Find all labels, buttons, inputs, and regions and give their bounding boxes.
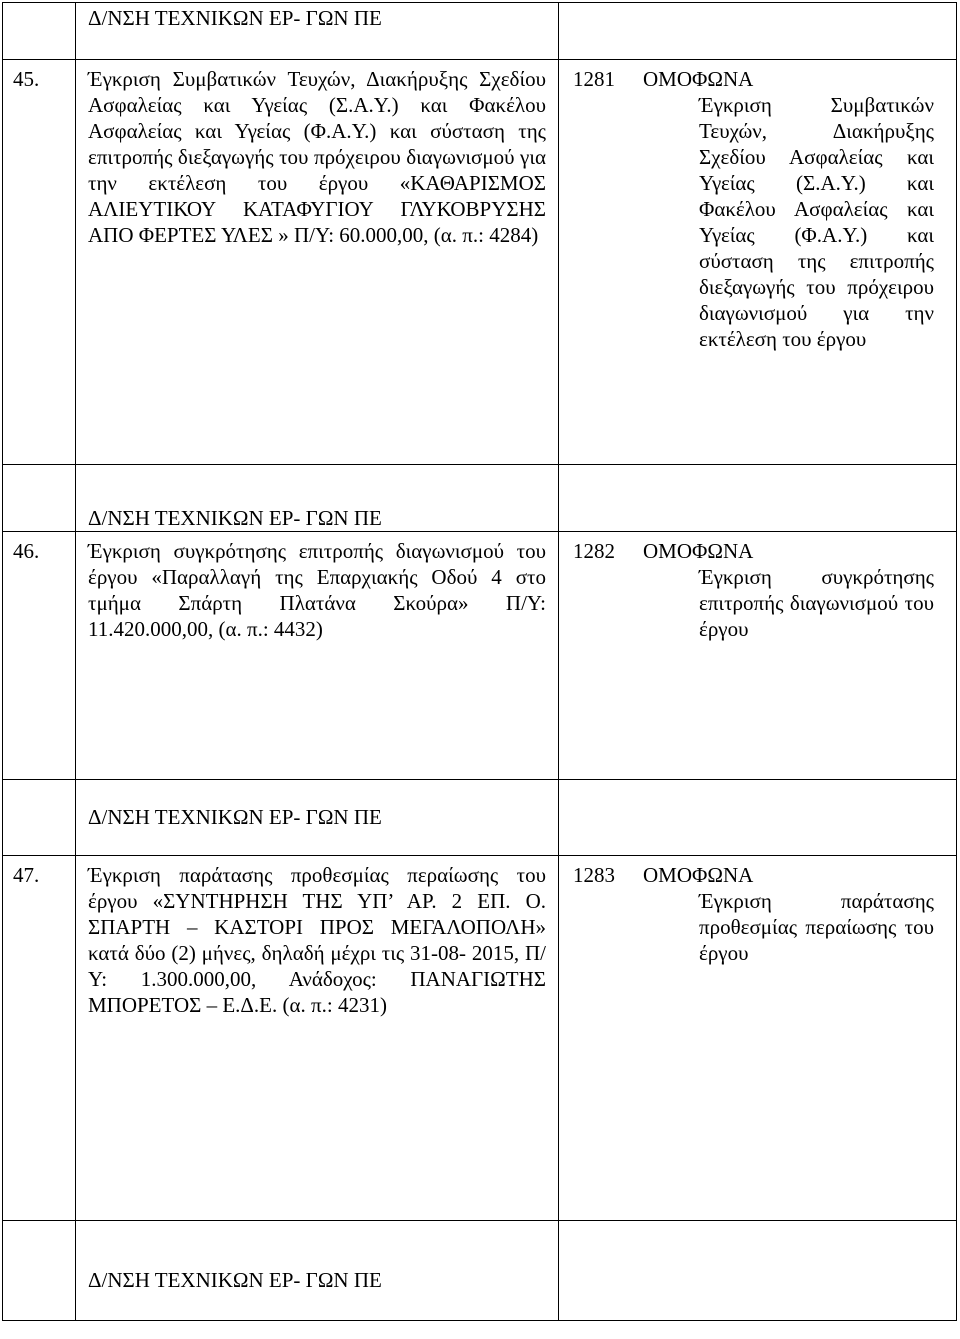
agenda-table	[2, 2, 957, 1321]
empty-cell	[3, 465, 76, 532]
decision-text: Έγκριση Συμβατικών Τευχών, Διακήρυξης Σχεδίου Ασφαλείας και Υγείας (Σ.Α.Υ.) και Φακέλου Ασφαλείας και Υγείας (Φ.Α.Υ.) και σύσταση της επιτροπής διεξαγωγής του πρόχειρου διαγωνισμού για την εκτέλεση του έργου	[699, 93, 934, 351]
empty-cell	[3, 3, 76, 60]
empty-cell	[3, 780, 76, 856]
directorate-label: Δ/ΝΣΗ ΤΕΧΝΙΚΩΝ ΕΡ- ΓΩΝ ΠΕ	[76, 3, 559, 60]
item-text: Έγκριση Συμβατικών Τευχών, Διακήρυξης Σχεδίου Ασφαλείας και Υγείας (Σ.Α.Υ.) και Φακέλου Ασφαλείας και Υγείας (Φ.Α.Υ.) και σύσταση της επιτροπής διεξαγωγής του πρόχειρου διαγωνισμού για την εκτέλεση του έργου «ΚΑΘΑΡΙΣΜΟΣ ΑΛΙΕΥΤΙΚΟΥ ΚΑΤΑΦΥΓΙΟΥ ΓΛΥΚΟΒΡΥΣΗΣ ΑΠΟ ΦΕΡΤΕΣ ΥΛΕΣ » Π/Υ: 60.000,00, (α. π.: 4284)	[76, 60, 559, 465]
agenda-item-row	[3, 532, 957, 780]
empty-cell	[559, 465, 957, 532]
empty-cell	[559, 1221, 957, 1321]
agenda-item-row	[3, 60, 957, 465]
vote-result: ΟΜΟΦΩΝΑ	[643, 67, 754, 91]
directorate-row	[3, 1221, 957, 1321]
item-text: Έγκριση παράτασης προθεσμίας περαίωσης του έργου «ΣΥΝΤΗΡΗΣΗ ΤΗΣ ΥΠ’ ΑΡ. 2 ΕΠ. Ο. ΣΠΑΡΤΗ – ΚΑΣΤΟΡΙ ΠΡΟΣ ΜΕΓΑΛΟΠΟΛΗ» κατά δύο (2) μήνες, δηλαδή μέχρι τις 31-08- 2015, Π/Υ: 1.300.000,00, Ανάδοχος: ΠΑΝΑΓΙΩΤΗΣ ΜΠΟΡΕΤΟΣ – Ε.Δ.Ε. (α. π.: 4231)	[76, 856, 559, 1221]
decision-number: 1282	[573, 539, 615, 563]
empty-cell	[559, 3, 957, 60]
empty-cell	[3, 1221, 76, 1321]
item-number: 46.	[3, 532, 76, 780]
vote-result: ΟΜΟΦΩΝΑ	[643, 539, 754, 563]
directorate-row	[3, 3, 957, 60]
decision-text: Έγκριση συγκρότησης επιτροπής διαγωνισμού του έργου	[699, 565, 934, 641]
decision-number: 1283	[573, 863, 615, 887]
decision-text: Έγκριση παράτασης προθεσμίας περαίωσης του έργου	[699, 889, 934, 965]
directorate-row	[3, 465, 957, 532]
item-number: 45.	[3, 60, 76, 465]
directorate-row	[3, 780, 957, 856]
empty-cell	[559, 780, 957, 856]
item-number: 47.	[3, 856, 76, 1221]
agenda-item-row	[3, 856, 957, 1221]
decision-cell	[559, 60, 957, 465]
directorate-label: Δ/ΝΣΗ ΤΕΧΝΙΚΩΝ ΕΡ- ΓΩΝ ΠΕ	[76, 465, 559, 532]
directorate-label: Δ/ΝΣΗ ΤΕΧΝΙΚΩΝ ΕΡ- ΓΩΝ ΠΕ	[76, 780, 559, 856]
directorate-label: Δ/ΝΣΗ ΤΕΧΝΙΚΩΝ ΕΡ- ΓΩΝ ΠΕ	[76, 1221, 559, 1321]
vote-result: ΟΜΟΦΩΝΑ	[643, 863, 754, 887]
decision-cell	[559, 856, 957, 1221]
item-text: Έγκριση συγκρότησης επιτροπής διαγωνισμού του έργου «Παραλλαγή της Επαρχιακής Οδού 4 στο τμήμα Σπάρτη Πλατάνα Σκούρα» Π/Υ: 11.420.000,00, (α. π.: 4432)	[76, 532, 559, 780]
decision-number: 1281	[573, 67, 615, 91]
decision-cell	[559, 532, 957, 780]
